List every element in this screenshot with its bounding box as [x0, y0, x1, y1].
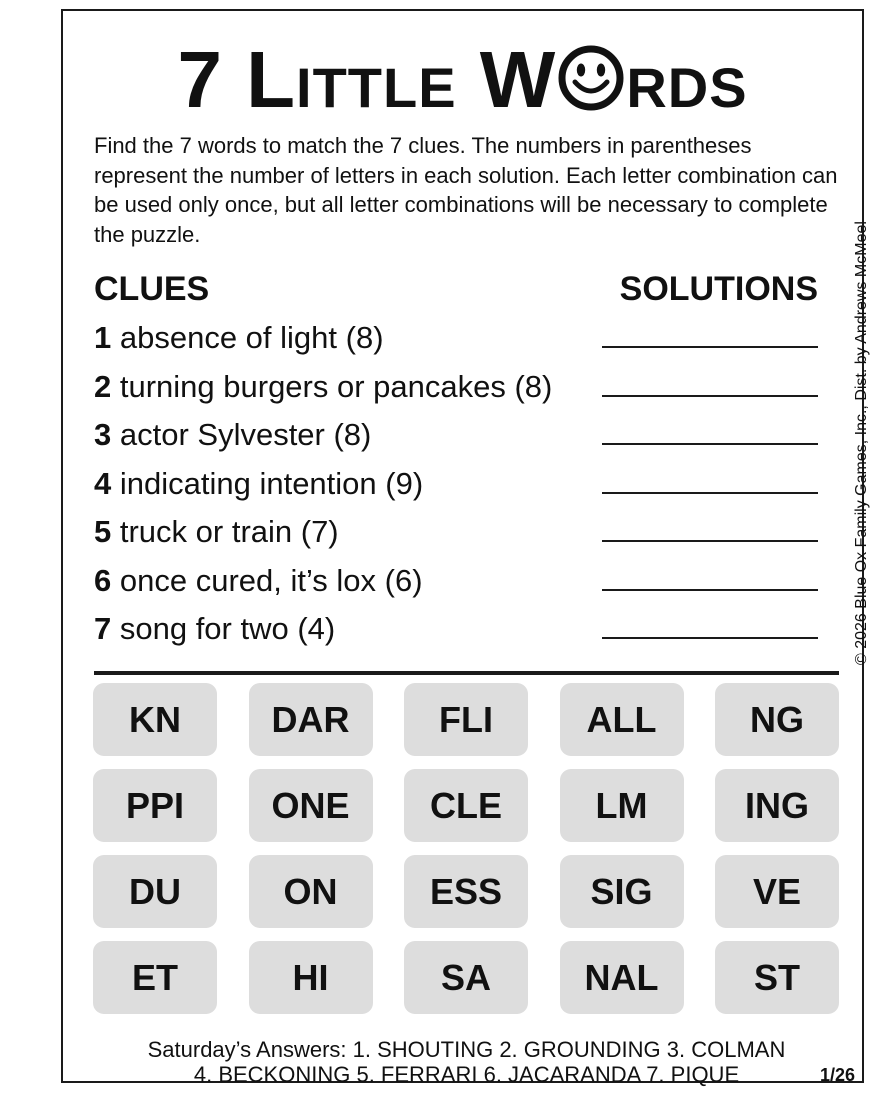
letter-tile[interactable]: ONE — [249, 769, 373, 842]
clue-number: 4 — [94, 466, 112, 501]
solution-blank-1[interactable] — [602, 346, 818, 348]
letter-tile[interactable]: CLE — [404, 769, 528, 842]
letter-tile[interactable]: ON — [249, 855, 373, 928]
clue-number: 7 — [94, 611, 112, 646]
clue-4 — [94, 464, 624, 504]
clue-number: 6 — [94, 563, 112, 598]
section-divider — [94, 671, 839, 675]
letter-tile[interactable]: ESS — [404, 855, 528, 928]
letter-tile[interactable]: SA — [404, 941, 528, 1014]
clue-text: absence of light (8) — [111, 320, 384, 355]
clue-text: turning burgers or pancakes (8) — [111, 369, 553, 404]
title-text-start: 7 Little W — [177, 35, 557, 124]
clue-6 — [94, 561, 624, 601]
clue-text: once cured, it’s lox (6) — [111, 563, 423, 598]
clue-5 — [94, 512, 624, 552]
puzzle-frame — [61, 9, 870, 1087]
clue-2 — [94, 367, 624, 407]
letter-tile[interactable]: ALL — [560, 683, 684, 756]
letter-tile[interactable]: SIG — [560, 855, 684, 928]
title-text-end: rds — [626, 35, 748, 124]
solution-blank-6[interactable] — [602, 589, 818, 591]
clue-text: indicating intention (9) — [111, 466, 424, 501]
letter-tile[interactable]: KN — [93, 683, 217, 756]
letter-tile[interactable]: ING — [715, 769, 839, 842]
letter-tile[interactable]: PPI — [93, 769, 217, 842]
previous-answers-line-2: 4. BECKONING 5. FERRARI 6. JACARANDA 7. PIQUE — [193, 1062, 740, 1087]
letter-tile[interactable]: LM — [560, 769, 684, 842]
solution-blank-7[interactable] — [602, 637, 818, 639]
clue-text: song for two (4) — [111, 611, 336, 646]
clue-number: 3 — [94, 417, 112, 452]
clues-heading: CLUES — [94, 270, 210, 308]
letter-tile[interactable]: HI — [249, 941, 373, 1014]
letter-tile[interactable]: FLI — [404, 683, 528, 756]
letter-tile[interactable]: VE — [715, 855, 839, 928]
letter-tile[interactable]: NG — [715, 683, 839, 756]
clue-1 — [94, 318, 624, 358]
solutions-heading: SOLUTIONS — [619, 270, 818, 308]
solution-blank-5[interactable] — [602, 540, 818, 542]
instructions: Find the 7 words to match the 7 clues. The numbers in parentheses represent the number of letters in each solution. Each letter combination can be used only once, but all letter combinations will be necessary to complete the puzzle. — [94, 133, 838, 247]
letter-tile[interactable]: ST — [715, 941, 839, 1014]
letter-tile[interactable]: DAR — [249, 683, 373, 756]
clue-text: truck or train (7) — [111, 514, 339, 549]
previous-answers-line-1: Saturday’s Answers: 1. SHOUTING 2. GROUNDING 3. COLMAN — [147, 1037, 786, 1062]
smiley-face-icon — [558, 39, 624, 105]
letter-tile[interactable]: DU — [93, 855, 217, 928]
clue-3 — [94, 415, 624, 455]
letter-tile[interactable]: NAL — [560, 941, 684, 1014]
clue-number: 1 — [94, 320, 112, 355]
solution-blank-4[interactable] — [602, 492, 818, 494]
clue-7 — [94, 609, 624, 649]
solution-blank-2[interactable] — [602, 395, 818, 397]
clue-number: 2 — [94, 369, 112, 404]
solution-blank-3[interactable] — [602, 443, 818, 445]
copyright-credit: © 2026 Blue Ox Family Games, Inc., Dist. by Andrews McMeel — [853, 221, 870, 665]
puzzle-title — [63, 35, 862, 125]
clue-text: actor Sylvester (8) — [111, 417, 372, 452]
puzzle-date: 1/26 — [819, 1065, 855, 1085]
previous-answers — [94, 1037, 839, 1087]
letter-tile[interactable]: ET — [93, 941, 217, 1014]
clue-number: 5 — [94, 514, 112, 549]
